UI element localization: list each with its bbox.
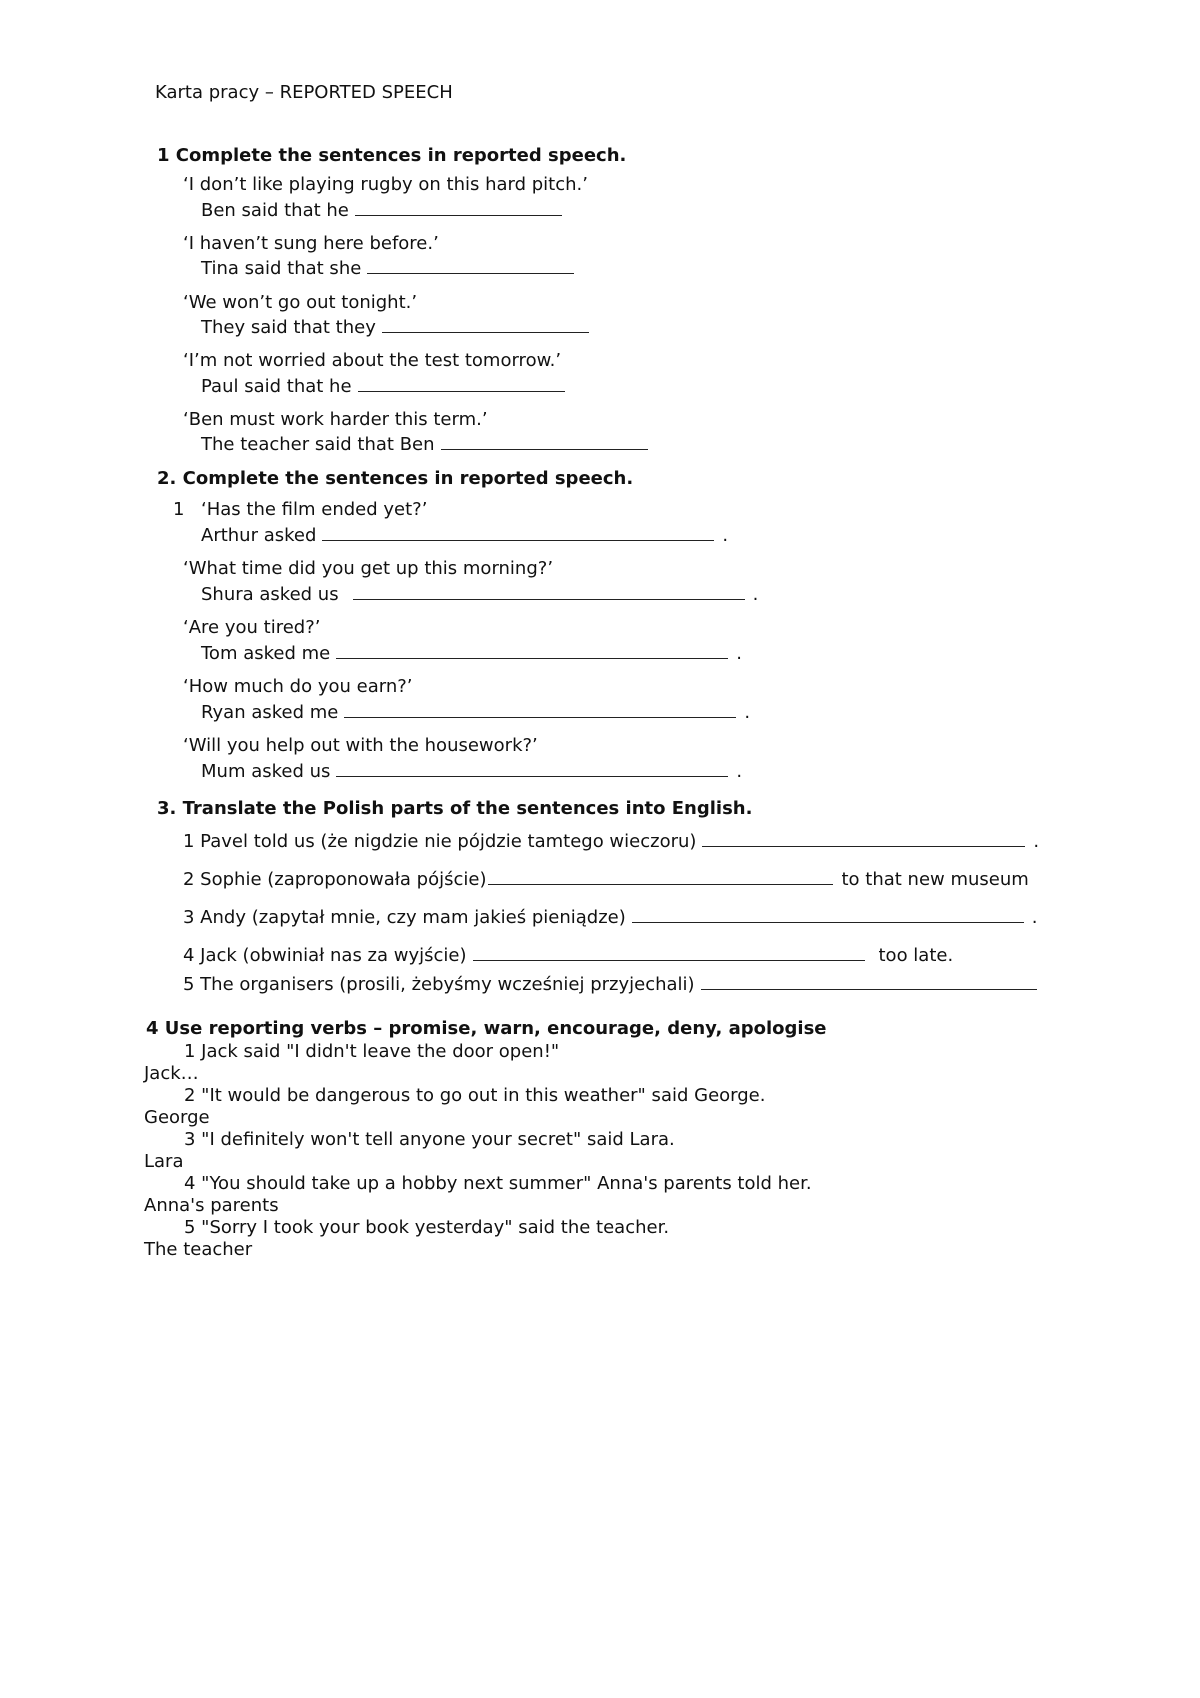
ex1-quote: ‘Ben must work harder this term.’ [183, 409, 488, 430]
ex4-answer-start[interactable]: Anna's parents [144, 1195, 279, 1216]
ex1-prompt: They said that they [201, 317, 376, 338]
answer-blank[interactable] [358, 376, 565, 392]
ex3-sentence: 4 Jack (obwiniał nas za wyjście) [183, 945, 467, 966]
ex4-answer-start[interactable]: The teacher [144, 1239, 253, 1260]
ex3-item [183, 869, 1029, 891]
answer-blank[interactable] [355, 200, 562, 216]
ex2-item-number: 1 [173, 499, 185, 520]
ex3-sentence: 5 The organisers (prosili, żebyśmy wcześniej przyjechali) [183, 974, 695, 995]
ex1-answer-line [201, 376, 565, 398]
ex4-sentence: 3 "I definitely won't tell anyone your secret" said Lara. [184, 1129, 675, 1150]
ex3-sentence: 2 Sophie (zaproponowała pójście) [183, 869, 487, 890]
answer-blank[interactable] [701, 974, 1037, 990]
sentence-end: . [1031, 907, 1038, 928]
ex2-prompt: Shura asked us [201, 584, 339, 605]
ex1-answer-line [201, 434, 648, 456]
ex1-answer-line [201, 258, 574, 280]
ex4-sentence: 1 Jack said "I didn't leave the door open!" [184, 1041, 560, 1062]
ex2-quote: ‘Will you help out with the housework?’ [183, 735, 538, 756]
answer-blank[interactable] [353, 584, 745, 600]
ex2-prompt: Arthur asked [201, 525, 317, 546]
ex2-prompt: Ryan asked me [201, 702, 339, 723]
ex1-answer-line [201, 200, 562, 222]
answer-blank[interactable] [336, 643, 728, 659]
ex2-quote: ‘How much do you earn?’ [183, 676, 413, 697]
ex1-prompt: The teacher said that Ben [201, 434, 435, 455]
page-title: Karta pracy – REPORTED SPEECH [155, 82, 453, 103]
ex1-quote: ‘I don’t like playing rugby on this hard pitch.’ [183, 174, 588, 195]
sentence-end: . [744, 702, 751, 723]
ex4-sentence: 4 "You should take up a hobby next summer" Anna's parents told her. [184, 1173, 812, 1194]
ex2-answer-line [201, 525, 728, 547]
answer-blank[interactable] [441, 434, 648, 450]
exercise-4-heading: 4 Use reporting verbs – promise, warn, encourage, deny, apologise [146, 1018, 827, 1039]
answer-blank[interactable] [322, 525, 714, 541]
sentence-continuation: to that new museum [841, 869, 1029, 890]
exercise-2-heading: 2. Complete the sentences in reported speech. [157, 468, 634, 489]
ex4-answer-start[interactable]: Jack… [144, 1063, 199, 1084]
ex3-sentence: 3 Andy (zapytał mnie, czy mam jakieś pieniądze) [183, 907, 626, 928]
answer-blank[interactable] [344, 702, 736, 718]
ex1-quote: ‘I haven’t sung here before.’ [183, 233, 439, 254]
ex2-answer-line [201, 643, 742, 665]
ex3-sentence: 1 Pavel told us (że nigdzie nie pójdzie tamtego wieczoru) [183, 831, 697, 852]
answer-blank[interactable] [382, 317, 589, 333]
sentence-end: . [752, 584, 759, 605]
ex2-answer-line [201, 761, 742, 783]
ex2-answer-line [201, 702, 750, 724]
ex4-answer-start[interactable]: George [144, 1107, 210, 1128]
ex3-item [183, 831, 1039, 853]
ex2-prompt: Mum asked us [201, 761, 331, 782]
answer-blank[interactable] [488, 869, 833, 885]
answer-blank[interactable] [367, 258, 574, 274]
ex2-quote: ‘What time did you get up this morning?’ [183, 558, 554, 579]
ex1-quote: ‘I’m not worried about the test tomorrow.’ [183, 350, 562, 371]
ex2-quote: ‘Has the film ended yet?’ [201, 499, 428, 520]
ex3-item [183, 945, 953, 967]
ex1-prompt: Ben said that he [201, 200, 349, 221]
ex4-sentence: 5 "Sorry I took your book yesterday" said the teacher. [184, 1217, 670, 1238]
ex1-prompt: Tina said that she [201, 258, 362, 279]
ex3-item [183, 907, 1037, 929]
ex4-answer-start[interactable]: Lara [144, 1151, 184, 1172]
ex3-item [183, 974, 1037, 996]
exercise-3-heading: 3. Translate the Polish parts of the sentences into English. [157, 798, 753, 819]
ex1-prompt: Paul said that he [201, 376, 352, 397]
answer-blank[interactable] [702, 831, 1025, 847]
sentence-end: . [1033, 831, 1040, 852]
ex2-answer-line [201, 584, 758, 606]
sentence-continuation: too late. [878, 945, 954, 966]
ex1-answer-line [201, 317, 589, 339]
exercise-1-heading: 1 Complete the sentences in reported speech. [157, 145, 627, 166]
answer-blank[interactable] [336, 761, 728, 777]
ex4-sentence: 2 "It would be dangerous to go out in this weather" said George. [184, 1085, 766, 1106]
answer-blank[interactable] [473, 945, 865, 961]
sentence-end: . [736, 761, 743, 782]
ex2-prompt: Tom asked me [201, 643, 331, 664]
ex1-quote: ‘We won’t go out tonight.’ [183, 292, 418, 313]
ex2-quote: ‘Are you tired?’ [183, 617, 321, 638]
answer-blank[interactable] [632, 907, 1024, 923]
sentence-end: . [722, 525, 729, 546]
sentence-end: . [736, 643, 742, 664]
